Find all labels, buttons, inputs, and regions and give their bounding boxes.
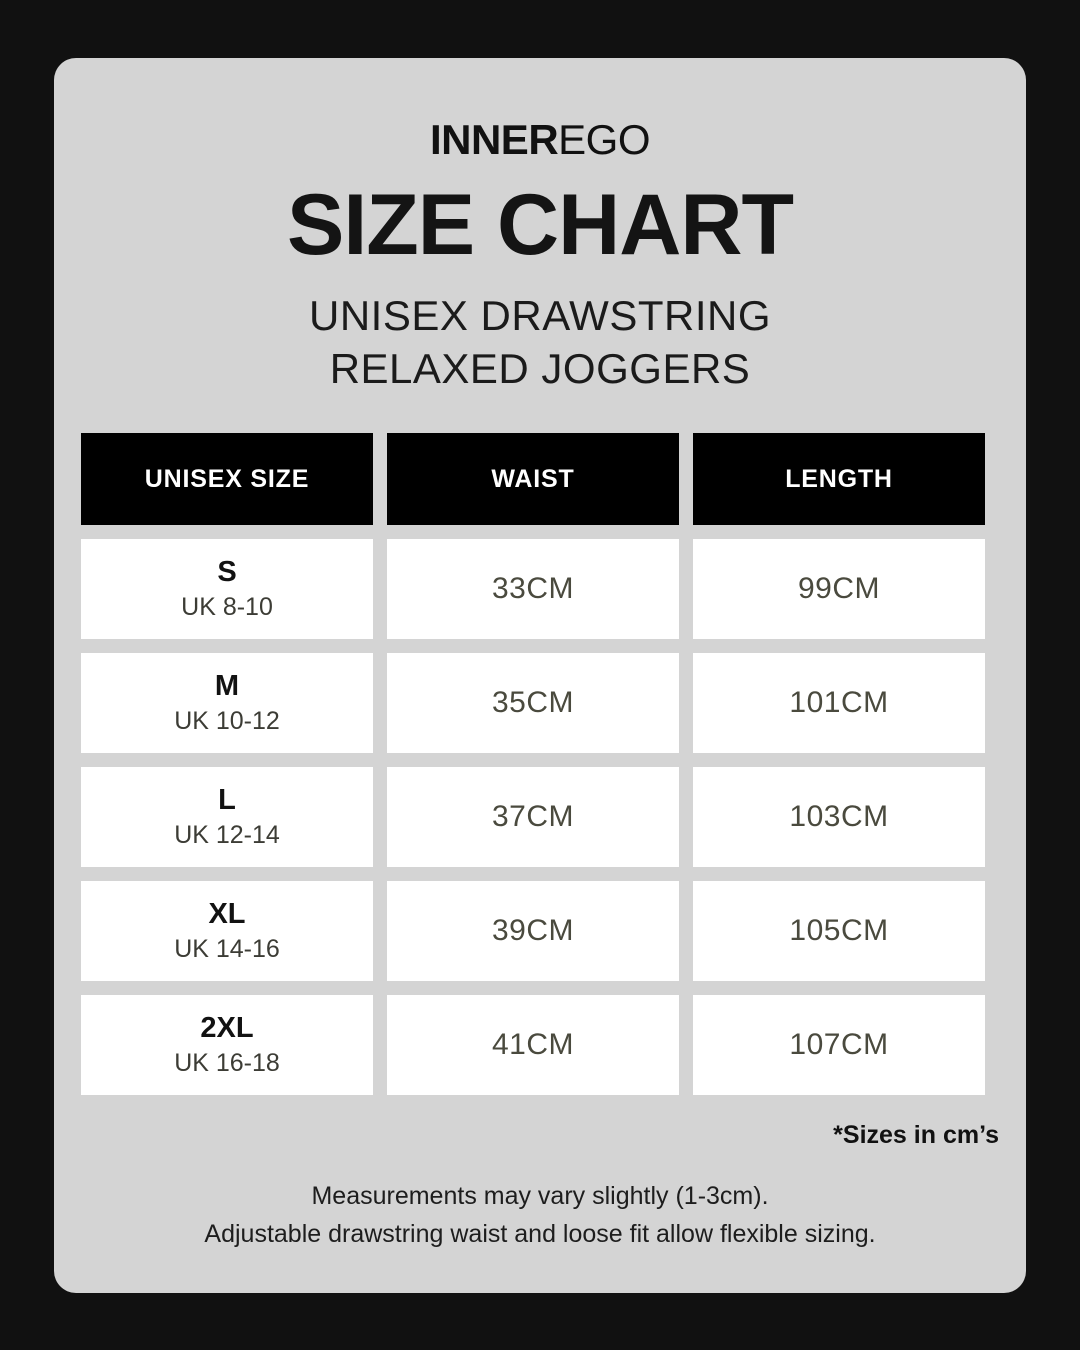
waist-value: 39CM bbox=[491, 914, 575, 947]
footnote-line-1: Measurements may vary slightly (1-3cm). bbox=[311, 1182, 769, 1210]
waist-value: 35CM bbox=[491, 686, 575, 719]
brand-name-bold: INNER bbox=[429, 116, 559, 163]
column-header-unisex-size: UNISEX SIZE bbox=[81, 433, 373, 525]
cell-length bbox=[693, 995, 985, 1095]
footnotes bbox=[54, 1178, 1026, 1253]
units-note: *Sizes in cm’s bbox=[833, 1121, 999, 1149]
uk-size-label: UK 16-18 bbox=[174, 1048, 280, 1077]
table-header-row bbox=[81, 433, 999, 525]
brand-name-light: EGO bbox=[558, 116, 651, 163]
uk-size-label: UK 12-14 bbox=[174, 820, 280, 849]
cell-length bbox=[693, 881, 985, 981]
uk-size-label: UK 10-12 bbox=[174, 706, 280, 735]
cell-waist bbox=[387, 881, 679, 981]
cell-size bbox=[81, 767, 373, 867]
table-row bbox=[81, 995, 999, 1095]
cell-size bbox=[81, 539, 373, 639]
cell-size bbox=[81, 995, 373, 1095]
cell-waist bbox=[387, 653, 679, 753]
size-label: 2XL bbox=[200, 1012, 254, 1045]
table-row bbox=[81, 767, 999, 867]
size-label: L bbox=[218, 784, 236, 817]
length-value: 103CM bbox=[789, 800, 889, 833]
uk-size-label: UK 8-10 bbox=[181, 592, 273, 621]
footnote-line-2: Adjustable drawstring waist and loose fit allow flexible sizing. bbox=[204, 1219, 876, 1248]
size-table bbox=[81, 433, 999, 1095]
length-value: 99CM bbox=[797, 572, 881, 605]
uk-size-label: UK 14-16 bbox=[174, 934, 280, 963]
table-row bbox=[81, 881, 999, 981]
cell-size bbox=[81, 653, 373, 753]
cell-waist bbox=[387, 767, 679, 867]
size-chart-card bbox=[54, 58, 1026, 1293]
size-label: XL bbox=[208, 898, 246, 931]
length-value: 107CM bbox=[789, 1028, 889, 1061]
table-row bbox=[81, 539, 999, 639]
column-header-length: LENGTH bbox=[693, 433, 985, 525]
length-value: 105CM bbox=[789, 914, 889, 947]
waist-value: 41CM bbox=[491, 1028, 575, 1061]
cell-size bbox=[81, 881, 373, 981]
size-label: M bbox=[214, 670, 240, 703]
page-title: SIZE CHART bbox=[287, 177, 793, 273]
page-subtitle bbox=[54, 290, 1026, 395]
length-value: 101CM bbox=[789, 686, 889, 719]
waist-value: 37CM bbox=[491, 800, 575, 833]
table-row bbox=[81, 653, 999, 753]
subtitle-line-2: RELAXED JOGGERS bbox=[329, 344, 751, 392]
waist-value: 33CM bbox=[491, 572, 575, 605]
cell-length bbox=[693, 539, 985, 639]
cell-length bbox=[693, 767, 985, 867]
brand-logo bbox=[54, 116, 1026, 164]
column-header-waist: WAIST bbox=[387, 433, 679, 525]
cell-waist bbox=[387, 995, 679, 1095]
cell-waist bbox=[387, 539, 679, 639]
cell-length bbox=[693, 653, 985, 753]
size-label: S bbox=[217, 556, 237, 589]
subtitle-line-1: UNISEX DRAWSTRING bbox=[309, 292, 771, 339]
